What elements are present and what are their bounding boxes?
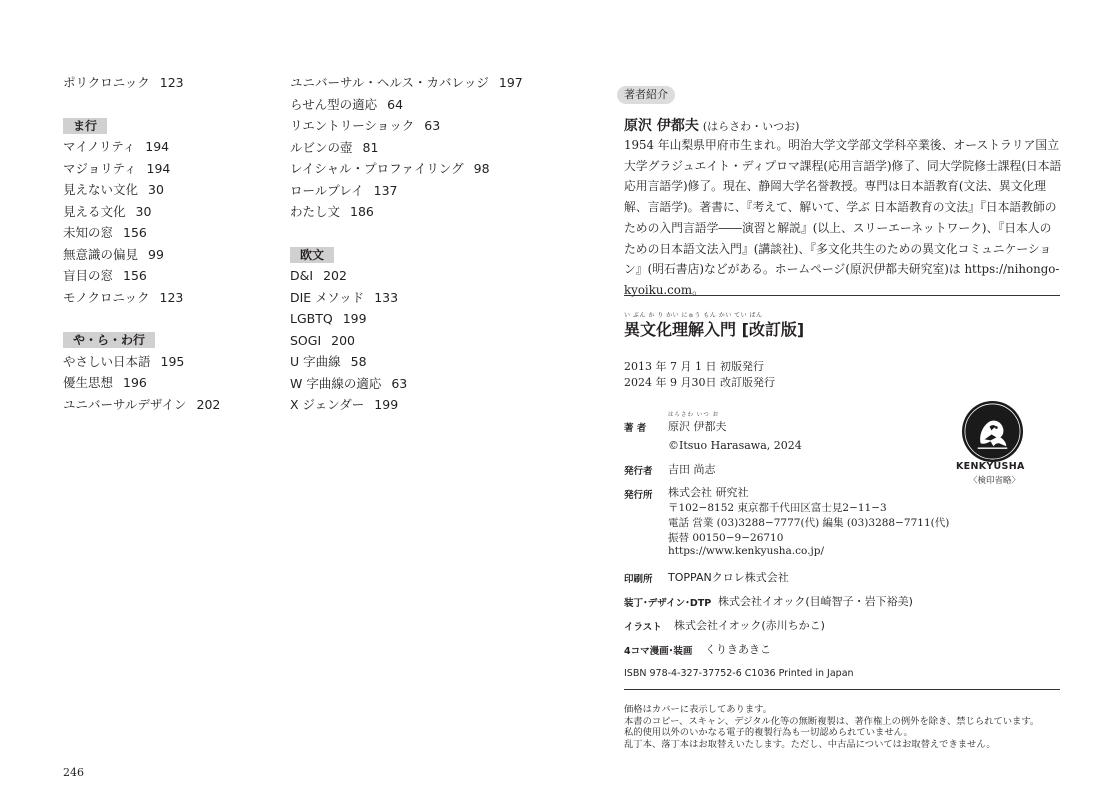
revised-edition-date: 2024 年 9 月30日 改訂版発行 xyxy=(624,376,775,389)
index-term: LGBTQ xyxy=(290,311,333,326)
index-page-number: 200 xyxy=(331,332,356,348)
index-entry xyxy=(63,394,220,416)
design-label: 装丁･デザイン･DTP xyxy=(624,598,712,609)
index-term: 無意識の偏見 xyxy=(63,246,139,262)
index-term: マジョリティ xyxy=(63,160,137,176)
index-term: 見えない文化 xyxy=(63,182,139,197)
index-entry xyxy=(290,373,523,395)
index-page-number: 123 xyxy=(159,75,184,90)
publisher-label: 発行所 xyxy=(624,490,653,501)
index-entry xyxy=(63,179,220,201)
index-term: わたし文 xyxy=(290,204,341,219)
index-section-heading: ま行 xyxy=(63,118,107,134)
kenkyusha-logo-icon xyxy=(961,400,1024,463)
index-page-number: 196 xyxy=(123,375,147,390)
author-profile-badge: 著者紹介 xyxy=(617,86,675,104)
index-term: ポリクロニック xyxy=(63,75,150,90)
book-title: 異文化理解入門 [改訂版] xyxy=(624,320,805,339)
index-entry xyxy=(63,244,220,266)
index-page-number: 58 xyxy=(350,354,367,369)
index-entry xyxy=(63,222,220,244)
index-entry xyxy=(290,180,523,202)
index-term: X ジェンダー xyxy=(290,397,365,412)
index-page-number: 197 xyxy=(498,75,523,90)
first-edition-date: 2013 年 7 月 1 日 初版発行 xyxy=(624,360,764,373)
index-page-number: 156 xyxy=(123,268,147,283)
index-page-number: 199 xyxy=(342,311,367,326)
index-term: 見える文化 xyxy=(63,203,126,219)
index-entry xyxy=(63,287,220,309)
index-page-number: 202 xyxy=(323,268,347,283)
illustration-credit: 株式会社イオック(赤川ちかこ) xyxy=(674,619,825,632)
index-spacer xyxy=(290,223,523,244)
index-entry xyxy=(290,287,523,309)
index-term: ロールプレイ xyxy=(290,182,364,198)
index-entry xyxy=(63,72,220,94)
divider-bottom xyxy=(624,689,1060,690)
copyright-line: ©Itsuo Harasawa, 2024 xyxy=(668,439,802,452)
index-term: ユニバーサル・ヘルス・カバレッジ xyxy=(290,75,489,90)
index-term: 未知の窓 xyxy=(63,225,114,240)
seal-omitted-note: 〈検印省略〉 xyxy=(969,476,1021,486)
publisher-person-label: 発行者 xyxy=(624,466,653,477)
author-name: 原沢 伊都夫 xyxy=(624,118,699,134)
index-term: 優生思想 xyxy=(63,375,114,390)
divider-top xyxy=(624,295,1060,296)
index-entry xyxy=(290,158,523,180)
manga-label: 4コマ漫画･装画 xyxy=(624,646,693,657)
author-label: 著 者 xyxy=(624,423,647,434)
index-entry xyxy=(290,94,523,116)
index-term: リエントリーショック xyxy=(290,118,415,133)
index-term: D&I xyxy=(290,268,314,283)
index-page-number: 63 xyxy=(424,118,441,133)
index-page-number: 64 xyxy=(387,96,404,112)
index-section-heading: や・ら・わ行 xyxy=(63,332,155,348)
index-term: やさしい日本語 xyxy=(63,353,151,369)
index-page-number: 194 xyxy=(145,139,170,154)
index-page-number: 63 xyxy=(391,375,408,391)
index-page-number: 30 xyxy=(135,203,152,219)
notice-line: 価格はカバーに表示してあります。 xyxy=(624,704,773,715)
author-name-heading xyxy=(624,115,799,135)
index-page-number: 99 xyxy=(148,246,164,262)
index-page-number: 194 xyxy=(146,160,171,176)
index-page-number: 156 xyxy=(123,225,147,240)
index-page-number: 30 xyxy=(148,182,164,197)
index-entry xyxy=(290,115,523,137)
index-term: モノクロニック xyxy=(63,289,150,305)
index-entry xyxy=(290,394,523,416)
index-term: ルビンの壺 xyxy=(290,139,353,155)
publisher-address: 〒102−8152 東京都千代田区富士見2−11−3 xyxy=(668,502,887,514)
publisher-company: 株式会社 研究社 xyxy=(668,486,749,499)
manga-credit: くりきあきこ xyxy=(705,643,771,656)
index-term: らせん型の適応 xyxy=(290,96,378,112)
index-entry xyxy=(290,330,523,352)
index-column-2 xyxy=(290,72,523,416)
index-entry xyxy=(63,372,220,394)
index-page-number: 202 xyxy=(196,396,221,412)
index-term: SOGI xyxy=(290,332,322,348)
publisher-transfer: 振替 00150−9−26710 xyxy=(668,532,784,544)
index-section-heading: 欧文 xyxy=(290,247,334,263)
index-page-number: 133 xyxy=(374,289,399,305)
index-term: 盲目の窓 xyxy=(63,268,114,283)
index-entry xyxy=(63,351,220,373)
index-entry xyxy=(63,136,220,158)
publisher-person: 吉田 尚志 xyxy=(668,463,716,476)
index-page-number: 186 xyxy=(350,204,374,219)
design-credit: 株式会社イオック(目崎智子・岩下裕美) xyxy=(718,595,913,608)
index-page-number: 137 xyxy=(373,182,398,198)
notice-line: 乱丁本、落丁本はお取替えいたします。ただし、中古品についてはお取替えできません。 xyxy=(624,738,996,750)
author-name-kana: はらさわ いつ お xyxy=(668,412,719,418)
index-entry xyxy=(290,137,523,159)
publisher-logo-text: KENKYUSHA xyxy=(956,461,1025,472)
index-spacer xyxy=(63,94,220,115)
colophon-author-name: 原沢 伊都夫 xyxy=(668,420,727,433)
notice-line: 私的使用以外のいかなる電子的複製行為も一切認められていません。 xyxy=(624,727,913,739)
index-entry xyxy=(290,265,523,287)
index-page-number: 123 xyxy=(159,289,184,305)
index-entry xyxy=(290,351,523,373)
author-name-reading: (はらさわ・いつお) xyxy=(702,120,800,133)
index-term: W 字曲線の適応 xyxy=(290,375,382,391)
index-entry xyxy=(63,265,220,287)
notice-line: 本書のコピー、スキャン、デジタル化等の無断複製は、著作権上の例外を除き、禁じられています。 xyxy=(624,715,1040,727)
isbn-line: ISBN 978-4-327-37752-6 C1036 Printed in Japan xyxy=(624,668,854,679)
index-page-number: 98 xyxy=(473,161,490,176)
index-term: U 字曲線 xyxy=(290,354,341,369)
printer-name: TOPPANクロレ株式会社 xyxy=(668,571,789,584)
author-bio: 1954 年山梨県甲府市生まれ。明治大学文学部文学科卒業後、オーストラリア国立大学グラジュエイト・ディプロマ課程(応用言語学)修了、同大学院修士課程(日本語応用言語学)修了。現在、静岡大学名誉教授。専門は日本語教育(文法、異文化理解、言語学)。著書に、『考えて、解いて、学ぶ 日本語教育の文法』『日本語教師のための入門言語学――演習と解説』(以上、スリーエーネットワーク)、『日本人のための日本語文法入門』(講談社)、『多文化共生のための異文化コミュニケーション』(明石書店)などがある。ホームページ(原沢伊都夫研究室)は https://nihongo-kyoiku.com。 xyxy=(624,138,1062,297)
index-entry xyxy=(63,158,220,180)
index-column-1 xyxy=(63,72,220,415)
index-entry xyxy=(290,201,523,223)
index-entry xyxy=(290,72,523,94)
publisher-phone: 電話 営業 (03)3288−7777(代) 編集 (03)3288−7711(代) xyxy=(668,517,950,529)
title-ruby: い ぶん か り かい にゅう もん かい てい ばん xyxy=(624,312,763,319)
printer-label: 印刷所 xyxy=(624,574,653,585)
index-entry xyxy=(63,201,220,223)
index-page-number: 195 xyxy=(160,353,185,369)
index-term: ユニバーサルデザイン xyxy=(63,396,187,412)
index-entry xyxy=(290,308,523,330)
illustration-label: イラスト xyxy=(624,622,662,633)
index-page-number: 199 xyxy=(374,397,399,412)
index-term: DIE メソッド xyxy=(290,289,365,305)
index-page-number: 81 xyxy=(362,139,379,155)
legal-notices xyxy=(624,704,1039,750)
publisher-url: https://www.kenkyusha.co.jp/ xyxy=(668,545,824,557)
index-term: レイシャル・プロファイリング xyxy=(290,161,464,176)
page-number: 246 xyxy=(63,766,84,779)
index-spacer xyxy=(63,308,220,329)
index-term: マイノリティ xyxy=(63,139,136,154)
